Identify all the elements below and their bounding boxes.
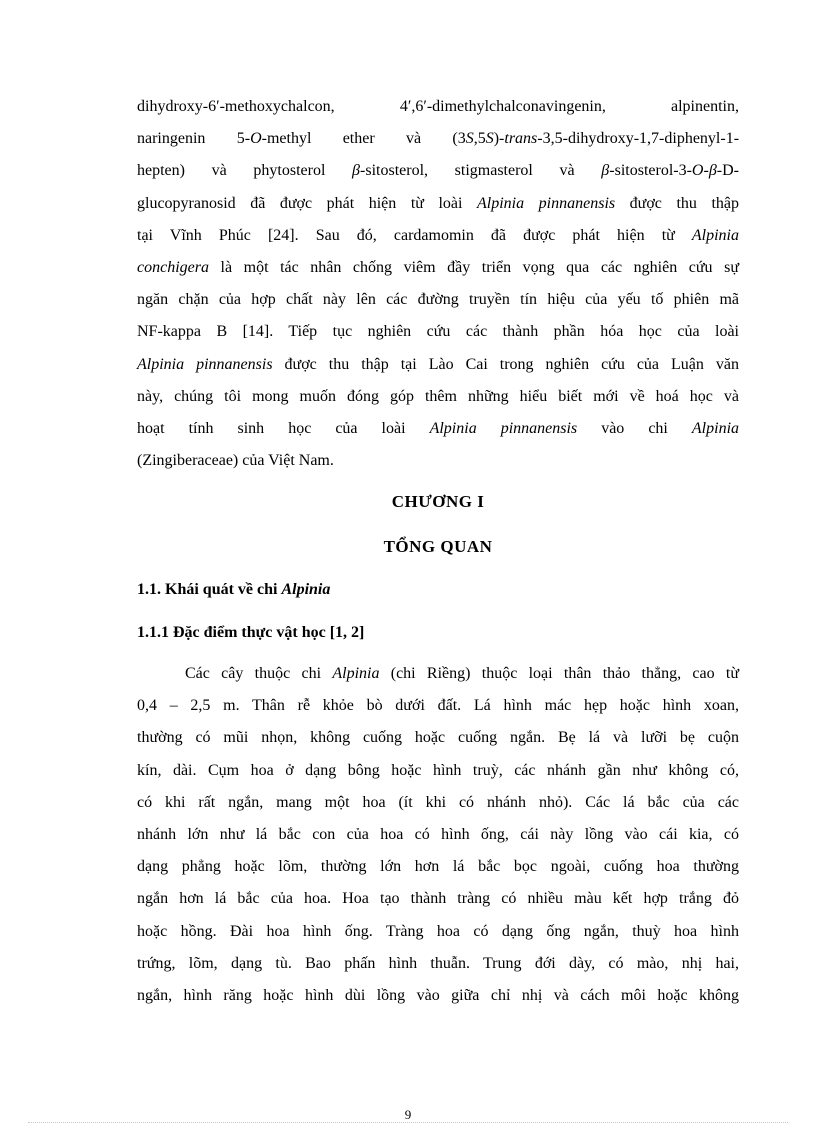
- page-number: 9: [404, 1107, 412, 1122]
- body-line-7: dạng phẳng hoặc lõm, thường lớn hơn lá bắc bọc ngoài, cuống hoa thường: [137, 858, 739, 876]
- body-line-5: có khi rất ngắn, mang một hoa (ít khi có nhánh nhỏ). Các lá bắc của các: [137, 793, 739, 811]
- body-line-8: ngắn hơn lá bắc của hoa. Hoa tạo thành tràng có nhiều màu kết hợp trắng đỏ: [137, 890, 739, 908]
- body-line-3: thường có mũi nhọn, không cuống hoặc cuống ngắn. Bẹ lá và lưỡi bẹ cuộn: [137, 729, 739, 747]
- body-line-10: trứng, lõm, dạng tù. Bao phấn hình thuẫn. Trung đới dày, có mào, nhị hai,: [137, 954, 739, 972]
- intro-line-12: (Zingiberaceae) của Việt Nam.: [137, 452, 334, 470]
- body-paragraph: [137, 658, 739, 1012]
- intro-line-3: hepten) và phytosterol β-sitosterol, stigmasterol và β-sitosterol-3-O-β-D-: [137, 162, 739, 180]
- body-line-4: kín, dài. Cụm hoa ở dạng bông hoặc hình truỳ, các nhánh gần như không có,: [137, 761, 739, 779]
- intro-line-5: tại Vĩnh Phúc [24]. Sau đó, cardamomin đã được phát hiện từ Alpinia: [137, 226, 739, 244]
- intro-line-2: naringenin 5-O-methyl ether và (3S,5S)-trans-3,5-dihydroxy-1,7-diphenyl-1-: [137, 130, 740, 148]
- intro-line-1: dihydroxy-6′-methoxychalcon, 4′,6′-dimethylchalconavingenin, alpinentin,: [137, 98, 739, 115]
- body-line-9: hoặc hồng. Đài hoa hình ống. Tràng hoa có dạng ống ngắn, thuỳ hoa hình: [137, 922, 739, 940]
- chapter-number: CHƯƠNG I: [391, 492, 485, 511]
- body-line-1: Các cây thuộc chi Alpinia (chi Riềng) thuộc loại thân thảo thẳng, cao từ: [185, 665, 740, 682]
- section-heading-genus: Alpinia: [281, 581, 331, 598]
- intro-line-4: glucopyranosid đã được phát hiện từ loài Alpinia pinnanensis được thu thập: [137, 194, 739, 212]
- intro-line-10: này, chúng tôi mong muốn đóng góp thêm những hiểu biết mới về hoá học và: [137, 387, 739, 405]
- section-heading-1-1: 1.1. Khái quát về chi Alpinia: [137, 581, 331, 598]
- intro-line-7: ngăn chặn của hợp chất này lên các đường truyền tín hiệu của yếu tố phiên mã: [137, 291, 739, 309]
- intro-line-8: NF-kappa B [14]. Tiếp tục nghiên cứu các thành phần hóa học của loài: [137, 323, 739, 341]
- body-line-11: ngắn, hình răng hoặc hình dùi lồng vào giữa chỉ nhị và cách môi hoặc không: [137, 987, 739, 1005]
- intro-line-6: conchigera là một tác nhân chống viêm đầy triển vọng qua các nghiên cứu sự: [137, 259, 739, 277]
- intro-line-11: hoạt tính sinh học của loài Alpinia pinnanensis vào chi Alpinia: [137, 420, 740, 438]
- section-heading-1-1-1: 1.1.1 Đặc điểm thực vật học [1, 2]: [137, 624, 365, 641]
- intro-line-9: Alpinia pinnanensis được thu thập tại Lào Cai trong nghiên cứu của Luận văn: [137, 355, 739, 373]
- body-line-6: nhánh lớn như lá bắc con của hoa có hình ống, cái này lồng vào cái kia, có: [137, 826, 739, 844]
- body-line-2: 0,4 – 2,5 m. Thân rễ khỏe bò dưới đất. Lá hình mác hẹp hoặc hình xoan,: [137, 697, 739, 715]
- intro-paragraph: [137, 91, 739, 477]
- chapter-title: TỔNG QUAN: [383, 537, 493, 556]
